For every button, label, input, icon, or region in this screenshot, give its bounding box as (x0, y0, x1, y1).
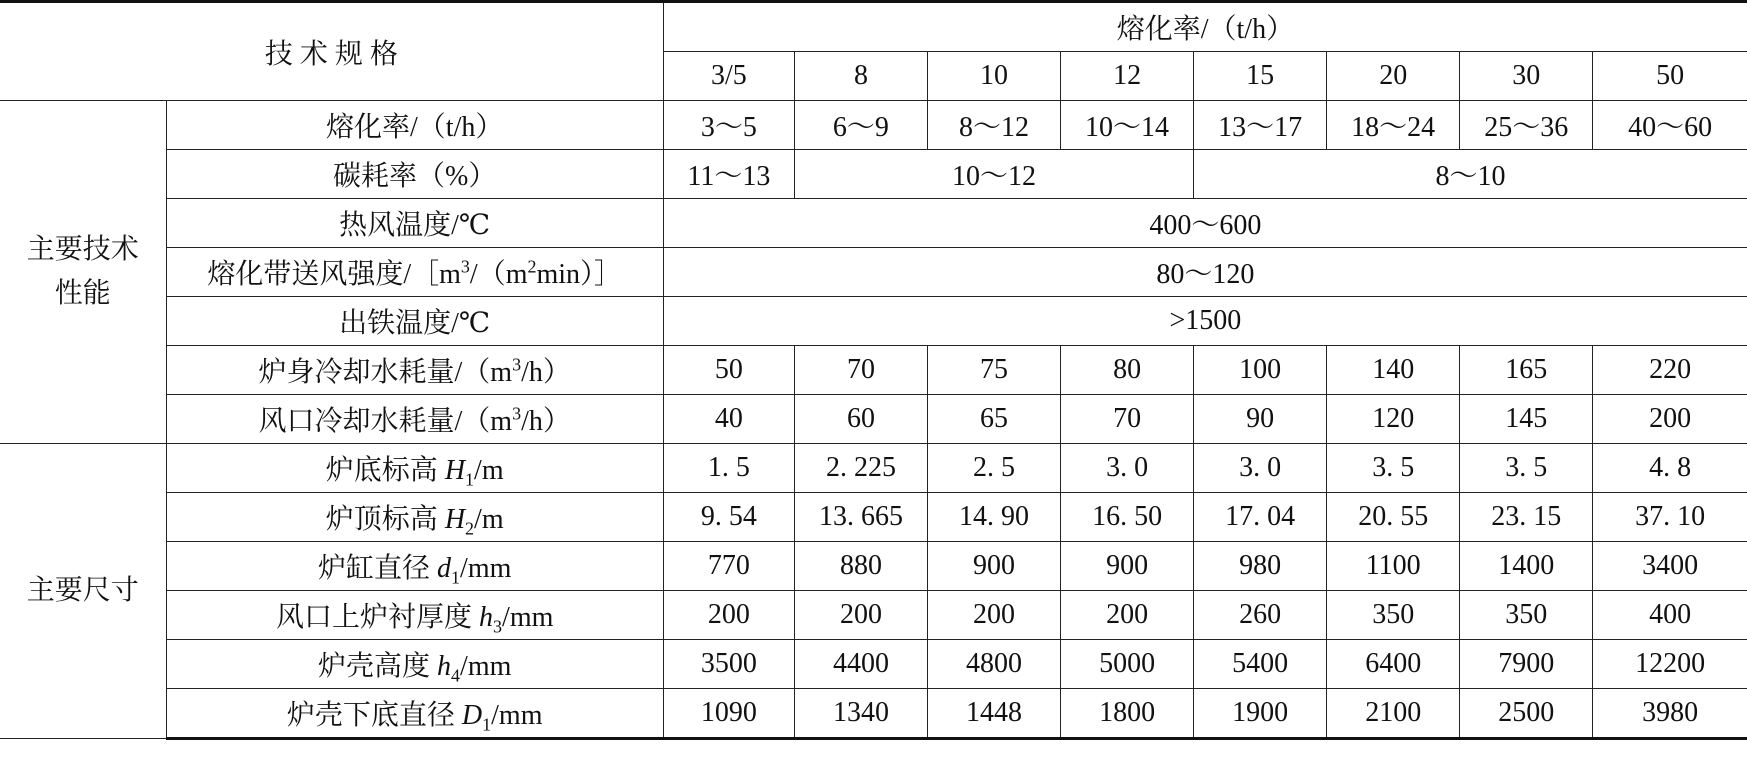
value-cell: 3～5 (663, 101, 794, 150)
model-cell: 10 (927, 52, 1060, 101)
label-text: 熔化带送风强度/［m (207, 259, 461, 290)
table-row (0, 150, 1747, 199)
model-cell: 20 (1327, 52, 1460, 101)
value-cell: 120 (1327, 395, 1460, 444)
group-label-text: 主要尺寸 (26, 575, 139, 606)
label-var: h (479, 602, 494, 633)
value-cell: 70 (794, 346, 927, 395)
table-row (0, 346, 1747, 395)
value-cell: 1340 (794, 689, 927, 739)
model-cell: 8 (794, 52, 927, 101)
value-cell: 17. 04 (1194, 493, 1327, 542)
value-cell: 260 (1194, 591, 1327, 640)
label-var: h (437, 651, 452, 682)
value-cell: 200 (663, 591, 794, 640)
model-cell: 15 (1194, 52, 1327, 101)
row-label: 熔化率/（t/h） (166, 101, 663, 150)
table-row (0, 591, 1747, 640)
value-cell: 5400 (1194, 640, 1327, 689)
value-cell: 50 (663, 346, 794, 395)
model-cell: 50 (1593, 52, 1747, 101)
label-text: /mm (460, 553, 512, 584)
value-cell: 14. 90 (927, 493, 1060, 542)
row-label: 热风温度/℃ (166, 199, 663, 248)
label-text: /h） (521, 406, 571, 437)
value-cell: 3400 (1593, 542, 1747, 591)
label-sub: 2 (465, 518, 475, 539)
value-cell: 350 (1327, 591, 1460, 640)
value-cell: 200 (1593, 395, 1747, 444)
label-sub: 3 (493, 616, 503, 637)
value-cell: 7900 (1460, 640, 1593, 689)
value-cell: 2100 (1327, 689, 1460, 739)
melt-rate-header-cell: 熔化率/（t/h） (663, 2, 1747, 52)
row-label (166, 591, 663, 640)
row-label (166, 542, 663, 591)
value-cell: 1900 (1194, 689, 1327, 739)
label-text: /mm (460, 651, 512, 682)
table-row (0, 493, 1747, 542)
value-cell: 13～17 (1194, 101, 1327, 150)
value-cell: 1800 (1061, 689, 1194, 739)
label-sub: 1 (482, 714, 492, 735)
row-label: 出铁温度/℃ (166, 297, 663, 346)
value-cell: 80～120 (663, 248, 1747, 297)
label-text: 炉壳下底直径 (286, 700, 462, 731)
group-label-text: 主要技术性能 (26, 234, 139, 309)
value-cell: 4. 8 (1593, 444, 1747, 493)
value-cell: 1. 5 (663, 444, 794, 493)
row-label (166, 689, 663, 739)
label-var: H (444, 455, 466, 486)
label-sup: 3 (512, 403, 522, 424)
value-cell: 100 (1194, 346, 1327, 395)
label-text: 风口冷却水耗量/（m (258, 406, 513, 437)
row-label (166, 493, 663, 542)
value-cell: 4400 (794, 640, 927, 689)
value-cell: 2. 5 (927, 444, 1060, 493)
table-row (0, 542, 1747, 591)
value-cell: 2. 225 (794, 444, 927, 493)
table-row (0, 395, 1747, 444)
value-cell: 4800 (927, 640, 1060, 689)
label-text: /mm (502, 602, 554, 633)
value-cell: 880 (794, 542, 927, 591)
model-cell: 12 (1061, 52, 1194, 101)
value-cell: 1400 (1460, 542, 1593, 591)
value-cell: 40～60 (1593, 101, 1747, 150)
label-sup: 3 (512, 354, 522, 375)
label-sub: 1 (465, 469, 475, 490)
value-cell: 3. 5 (1327, 444, 1460, 493)
label-text: 风口上炉衬厚度 (276, 602, 480, 633)
value-cell: 350 (1460, 591, 1593, 640)
value-cell: 5000 (1061, 640, 1194, 689)
value-cell: 9. 54 (663, 493, 794, 542)
value-cell: 140 (1327, 346, 1460, 395)
table-row (0, 689, 1747, 739)
value-cell: 3500 (663, 640, 794, 689)
label-text: 炉底标高 (325, 455, 445, 486)
row-label (166, 444, 663, 493)
value-cell: 16. 50 (1061, 493, 1194, 542)
value-cell: 65 (927, 395, 1060, 444)
value-cell: 60 (794, 395, 927, 444)
label-sub: 4 (451, 665, 461, 686)
table-row (0, 199, 1747, 248)
value-cell: 145 (1460, 395, 1593, 444)
label-text: 炉顶标高 (325, 504, 445, 535)
table-row (0, 297, 1747, 346)
value-cell: 900 (1061, 542, 1194, 591)
row-label: 碳耗率（%） (166, 150, 663, 199)
value-cell: 8～12 (927, 101, 1060, 150)
value-cell: 6～9 (794, 101, 927, 150)
value-cell: 2500 (1460, 689, 1593, 739)
value-cell: 90 (1194, 395, 1327, 444)
row-label (166, 640, 663, 689)
value-cell: 3. 5 (1460, 444, 1593, 493)
label-text: min）］ (536, 259, 623, 290)
value-cell: 3. 0 (1061, 444, 1194, 493)
model-cell: 30 (1460, 52, 1593, 101)
value-cell: 200 (794, 591, 927, 640)
label-var: D (461, 700, 483, 731)
value-cell: 400～600 (663, 199, 1747, 248)
row-label (166, 395, 663, 444)
group-label-performance (0, 101, 166, 444)
table-row (0, 101, 1747, 150)
value-cell: 11～13 (663, 150, 794, 199)
row-label (166, 248, 663, 297)
table-row (0, 444, 1747, 493)
label-sup: 3 (460, 256, 470, 277)
value-cell: 200 (1061, 591, 1194, 640)
row-label (166, 346, 663, 395)
group-label-dimensions (0, 444, 166, 739)
value-cell: 3. 0 (1194, 444, 1327, 493)
value-cell: 900 (927, 542, 1060, 591)
table-row (0, 248, 1747, 297)
value-cell: 400 (1593, 591, 1747, 640)
value-cell: 165 (1460, 346, 1593, 395)
label-text: /mm (491, 700, 543, 731)
value-cell: 6400 (1327, 640, 1460, 689)
value-cell: 770 (663, 542, 794, 591)
value-cell: 40 (663, 395, 794, 444)
value-cell: 220 (1593, 346, 1747, 395)
label-text: 炉缸直径 (318, 553, 438, 584)
value-cell: 10～12 (794, 150, 1193, 199)
value-cell: 3980 (1593, 689, 1747, 739)
value-cell: 13. 665 (794, 493, 927, 542)
value-cell: 75 (927, 346, 1060, 395)
label-text: 炉壳高度 (318, 651, 438, 682)
label-text: /（m (469, 259, 528, 290)
value-cell: 25～36 (1460, 101, 1593, 150)
value-cell: 12200 (1593, 640, 1747, 689)
value-cell: 10～14 (1061, 101, 1194, 150)
label-var: d (437, 553, 452, 584)
spec-header-cell: 技 术 规 格 (0, 2, 663, 101)
model-cell: 3/5 (663, 52, 794, 101)
value-cell: 1448 (927, 689, 1060, 739)
label-text: /h） (521, 357, 571, 388)
table-row (0, 640, 1747, 689)
value-cell: 23. 15 (1460, 493, 1593, 542)
value-cell: 8～10 (1194, 150, 1747, 199)
value-cell: 18～24 (1327, 101, 1460, 150)
header-row-1 (0, 2, 1747, 52)
value-cell: >1500 (663, 297, 1747, 346)
value-cell: 1100 (1327, 542, 1460, 591)
value-cell: 80 (1061, 346, 1194, 395)
label-text: 炉身冷却水耗量/（m (258, 357, 513, 388)
value-cell: 20. 55 (1327, 493, 1460, 542)
value-cell: 200 (927, 591, 1060, 640)
label-sub: 1 (451, 567, 461, 588)
label-sup: 2 (527, 256, 537, 277)
value-cell: 980 (1194, 542, 1327, 591)
label-text: /m (474, 504, 504, 535)
value-cell: 37. 10 (1593, 493, 1747, 542)
value-cell: 70 (1061, 395, 1194, 444)
label-var: H (444, 504, 466, 535)
label-text: /m (474, 455, 504, 486)
value-cell: 1090 (663, 689, 794, 739)
